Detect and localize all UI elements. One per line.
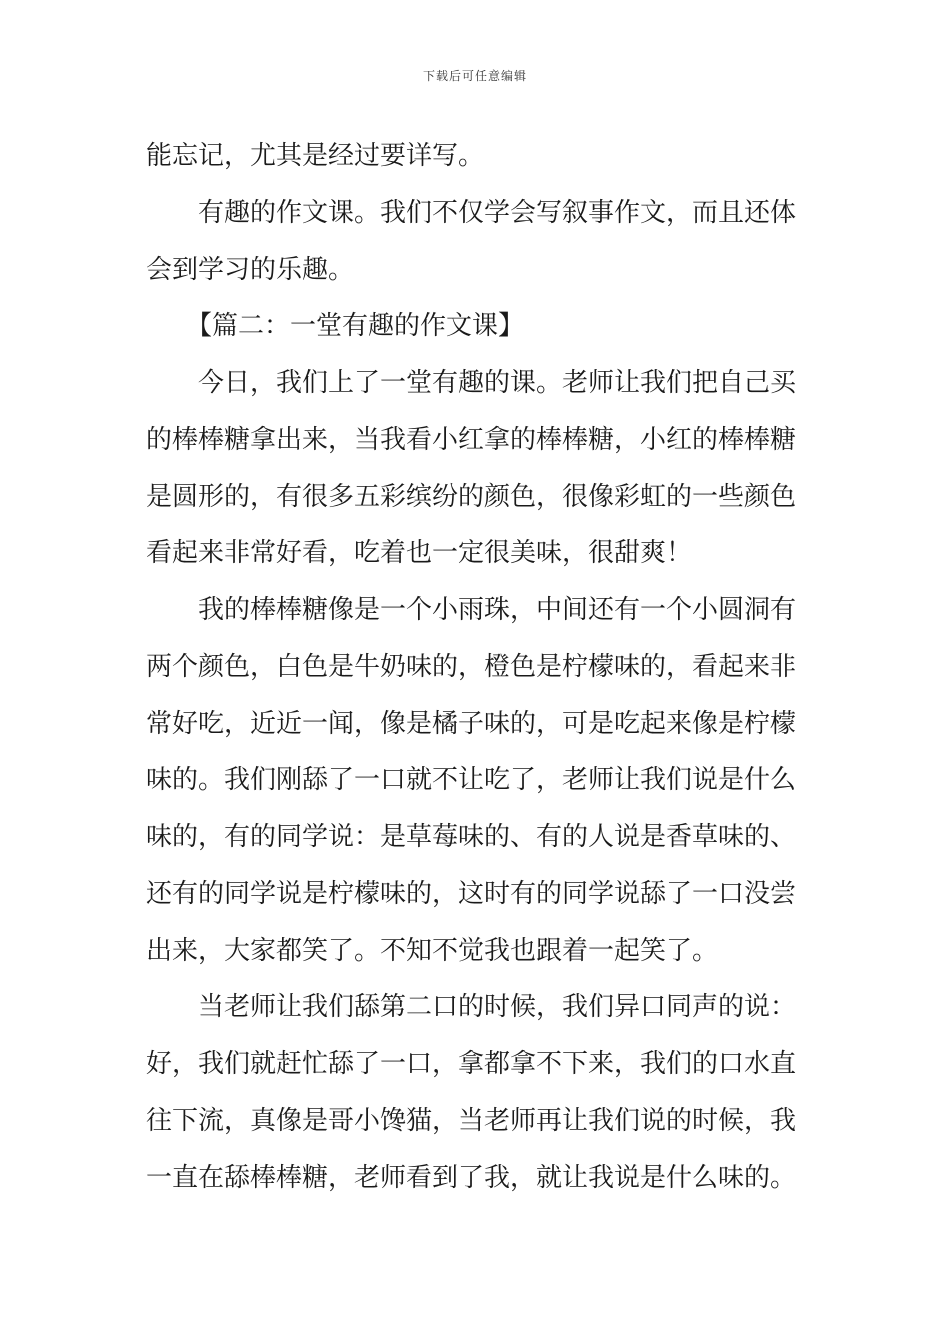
text-line: 会到学习的乐趣。 bbox=[146, 254, 355, 285]
paragraph-start-line: 当老师让我们舔第二口的时候，我们异口同声的说： bbox=[198, 992, 797, 1023]
text-line: 是圆形的，有很多五彩缤纷的颜色，很像彩虹的一些颜色 bbox=[146, 481, 797, 512]
text-line: 出来，大家都笑了。不知不觉我也跟着一起笑了。 bbox=[146, 935, 719, 966]
text-line: 好，我们就赶忙舔了一口，拿都拿不下来，我们的口水直 bbox=[146, 1049, 797, 1079]
text-line: 的棒棒糖拿出来，当我看小红拿的棒棒糖，小红的棒棒糖 bbox=[146, 424, 797, 455]
page-header: 下载后可任意编辑 bbox=[422, 69, 527, 83]
text-line: 还有的同学说是柠檬味的，这时有的同学说舔了一口没尝 bbox=[146, 878, 797, 909]
paragraph-start-line: 我的棒棒糖像是一个小雨珠，中间还有一个小圆洞有 bbox=[198, 595, 797, 625]
paragraph-start-line: 今日，我们上了一堂有趣的课。老师让我们把自己买 bbox=[198, 368, 797, 398]
paragraph-start-line: 有趣的作文课。我们不仅学会写叙事作文，而且还体 bbox=[198, 197, 797, 228]
text-line: 往下流，真像是哥小馋猫，当老师再让我们说的时候，我 bbox=[146, 1105, 797, 1136]
text-line: 味的，有的同学说：是草莓味的、有的人说是香草味的、 bbox=[146, 822, 797, 852]
text-line: 两个颜色，白色是牛奶味的，橙色是柠檬味的，看起来非 bbox=[146, 651, 797, 682]
text-line: 常好吃，近近一闻，像是橘子味的，可是吃起来像是柠檬 bbox=[146, 708, 797, 739]
text-line: 味的。我们刚舔了一口就不让吃了，老师让我们说是什么 bbox=[146, 765, 797, 796]
text-line: 一直在舔棒棒糖，老师看到了我，就让我说是什么味的。 bbox=[146, 1162, 797, 1193]
text-line: 能忘记，尤其是经过要详写。 bbox=[146, 141, 485, 171]
section-heading: 【篇二：一堂有趣的作文课】 bbox=[186, 311, 525, 342]
text-line: 看起来非常好看，吃着也一定很美味，很甜爽！ bbox=[146, 538, 693, 569]
document-body bbox=[146, 128, 808, 1206]
